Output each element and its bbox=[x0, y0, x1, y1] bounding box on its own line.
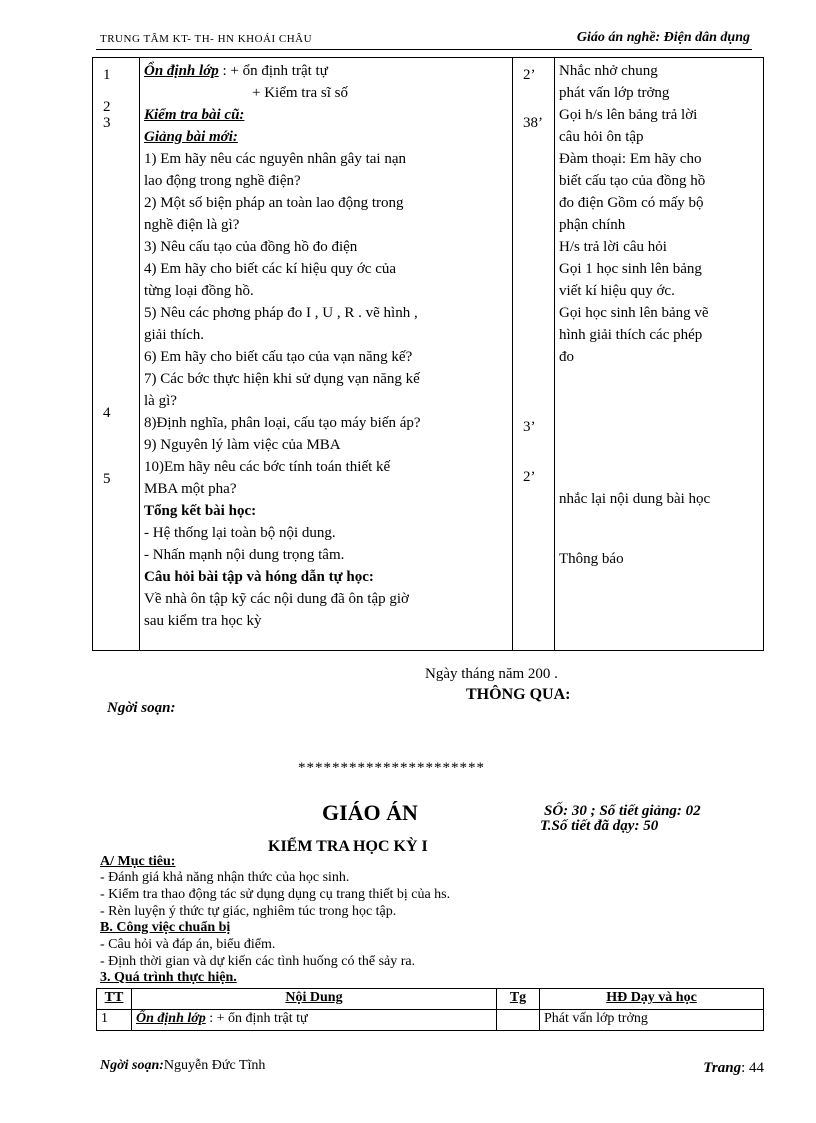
homework-item: Về nhà ôn tập kỹ các nội dung đã ôn tập giờ bbox=[144, 591, 409, 607]
question: MBA một pha? bbox=[144, 481, 237, 497]
content-line: + Kiểm tra sĩ số bbox=[252, 85, 348, 101]
step-number: 2 bbox=[103, 99, 111, 115]
step-number: 3 bbox=[103, 115, 111, 131]
activity-line: hình giải thích các phép bbox=[559, 327, 703, 343]
question: 5) Nêu các phơng pháp đo I , U , R . vẽ hình , bbox=[144, 305, 418, 321]
lesson-subtitle: KIỂM TRA HỌC KỲ I bbox=[268, 838, 428, 855]
preparation-item: - Định thời gian và dự kiến các tình huống có thể sảy ra. bbox=[100, 954, 416, 969]
time-column bbox=[513, 58, 555, 651]
footer-page-number: : 44 bbox=[741, 1060, 764, 1076]
activity-line: Gọi học sinh lên bảng vẽ bbox=[559, 305, 709, 321]
content-line: Ổn định lớp : + ổn định trật tự bbox=[144, 63, 328, 79]
question: 10)Em hãy nêu các bớc tính toán thiết kế bbox=[144, 459, 391, 475]
date-line: Ngày tháng năm 200 . bbox=[425, 666, 558, 682]
header-left: TRUNG TÂM KT- TH- HN KHOÁI CHÂU bbox=[100, 33, 313, 45]
header-cell: HĐ Dạy và học bbox=[540, 989, 764, 1010]
question: 2) Một số biện pháp an toàn lao động trong bbox=[144, 195, 404, 211]
activity-line: biết cấu tạo của đồng hồ bbox=[559, 173, 706, 189]
homework-heading: Câu hỏi bài tập và hóng dẫn tự học: bbox=[144, 569, 374, 585]
activity-line: phát vấn lớp trởng bbox=[559, 85, 670, 101]
question: giải thích. bbox=[144, 327, 204, 343]
activity-line: Gọi 1 học sinh lên bảng bbox=[559, 261, 702, 277]
footer-author-name: Nguyễn Đức Tĩnh bbox=[163, 1058, 266, 1073]
row-activity: Phát vấn lớp trởng bbox=[540, 1010, 764, 1031]
step-number: 1 bbox=[103, 67, 111, 83]
section-label: Ổn định lớp bbox=[144, 63, 219, 79]
question: 1) Em hãy nêu các nguyên nhân gây tai nạn bbox=[144, 151, 406, 167]
procedure-table bbox=[96, 988, 764, 1031]
header-rule bbox=[96, 49, 752, 50]
question: 3) Nêu cấu tạo của đồng hồ đo điện bbox=[144, 239, 358, 255]
footer-page-label: Trang bbox=[703, 1060, 742, 1076]
summary-item: - Hệ thống lại toàn bộ nội dung. bbox=[144, 525, 336, 541]
time-value: 2’ bbox=[523, 469, 536, 485]
step-number: 5 bbox=[103, 471, 111, 487]
lesson-number: SỐ: 30 ; Số tiết giảng: 02 bbox=[544, 803, 701, 819]
summary-heading: Tổng kết bài học: bbox=[144, 503, 257, 519]
row-number: 1 bbox=[97, 1010, 132, 1031]
activity-line: câu hỏi ôn tập bbox=[559, 129, 644, 145]
step-number-column bbox=[93, 58, 140, 651]
section-label: Kiểm tra bài cũ: bbox=[144, 107, 245, 123]
activity-line: Đàm thoại: Em hãy cho bbox=[559, 151, 702, 167]
objective-item: - Rèn luyện ý thức tự giác, nghiêm túc trong học tập. bbox=[100, 904, 397, 919]
header-right: Giáo án nghề: Điện dân dụng bbox=[576, 30, 750, 45]
footer-author-label: Ngời soạn: bbox=[100, 1058, 164, 1073]
lesson-plan-table bbox=[92, 57, 764, 651]
footer-author bbox=[100, 1058, 265, 1074]
question: lao động trong nghề điện? bbox=[144, 173, 301, 189]
question: 8)Định nghĩa, phân loại, cấu tạo máy biến áp? bbox=[144, 415, 421, 431]
header-cell: Tg bbox=[497, 989, 540, 1010]
section-a-title: A/ Mục tiêu: bbox=[100, 854, 176, 869]
approval-label: THÔNG QUA: bbox=[466, 686, 571, 703]
activity-line: viết kí hiệu quy ớc. bbox=[559, 283, 675, 299]
section-label: Ổn định lớp bbox=[136, 1011, 206, 1026]
activity-line: phận chính bbox=[559, 217, 626, 233]
header-cell: Nội Dung bbox=[132, 989, 497, 1010]
preparation-item: - Câu hỏi và đáp án, biểu điểm. bbox=[100, 937, 276, 952]
time-value: 2’ bbox=[523, 67, 536, 83]
activity-line: đo điện Gồm có mấy bộ bbox=[559, 195, 704, 211]
table-header-row bbox=[97, 989, 764, 1010]
question: 7) Các bớc thực hiện khi sử dụng vạn năng kế bbox=[144, 371, 420, 387]
question: 4) Em hãy cho biết các kí hiệu quy ớc của bbox=[144, 261, 397, 277]
header-cell: TT bbox=[97, 989, 132, 1010]
activity-line: Nhắc nhở chung bbox=[559, 63, 658, 79]
question: 9) Nguyên lý làm việc của MBA bbox=[144, 437, 341, 453]
lesson-title: GIÁO ÁN bbox=[322, 800, 418, 825]
lessons-taught: T.Số tiết đã dạy: 50 bbox=[540, 818, 659, 834]
footer-page bbox=[703, 1060, 764, 1077]
activity-line: H/s trả lời câu hỏi bbox=[559, 239, 667, 255]
activity-line: Thông báo bbox=[559, 551, 624, 567]
section-c-title: 3. Quá trình thực hiện. bbox=[100, 970, 237, 985]
section-b-title: B. Công việc chuẩn bị bbox=[100, 920, 231, 935]
step-number: 4 bbox=[103, 405, 111, 421]
objective-item: - Đánh giá khả năng nhận thức của học sinh. bbox=[100, 870, 350, 885]
objective-item: - Kiểm tra thao động tác sử dụng dụng cụ trang thiết bị của hs. bbox=[100, 887, 451, 902]
homework-item: sau kiểm tra học kỳ bbox=[144, 613, 262, 629]
author-label: Ngời soạn: bbox=[107, 700, 176, 716]
time-value: 3’ bbox=[523, 419, 536, 435]
question: nghề điện là gì? bbox=[144, 217, 240, 233]
content-column bbox=[140, 58, 513, 651]
separator-stars: ********************** bbox=[298, 760, 485, 776]
table-row bbox=[97, 1010, 764, 1031]
section-label: Giảng bài mới: bbox=[144, 129, 238, 145]
time-value: 38’ bbox=[523, 115, 543, 131]
summary-item: - Nhấn mạnh nội dung trọng tâm. bbox=[144, 547, 345, 563]
activity-line: Gọi h/s lên bảng trả lời bbox=[559, 107, 698, 123]
activity-line: đo bbox=[559, 349, 574, 365]
activity-line: nhắc lại nội dung bài học bbox=[559, 491, 711, 507]
question: 6) Em hãy cho biết cấu tạo của vạn năng kế? bbox=[144, 349, 413, 365]
row-time bbox=[497, 1010, 540, 1031]
activity-column bbox=[555, 58, 764, 651]
row-content: Ổn định lớp : + ổn định trật tự bbox=[132, 1010, 497, 1031]
question: từng loại đồng hồ. bbox=[144, 283, 254, 299]
question: là gì? bbox=[144, 393, 177, 409]
